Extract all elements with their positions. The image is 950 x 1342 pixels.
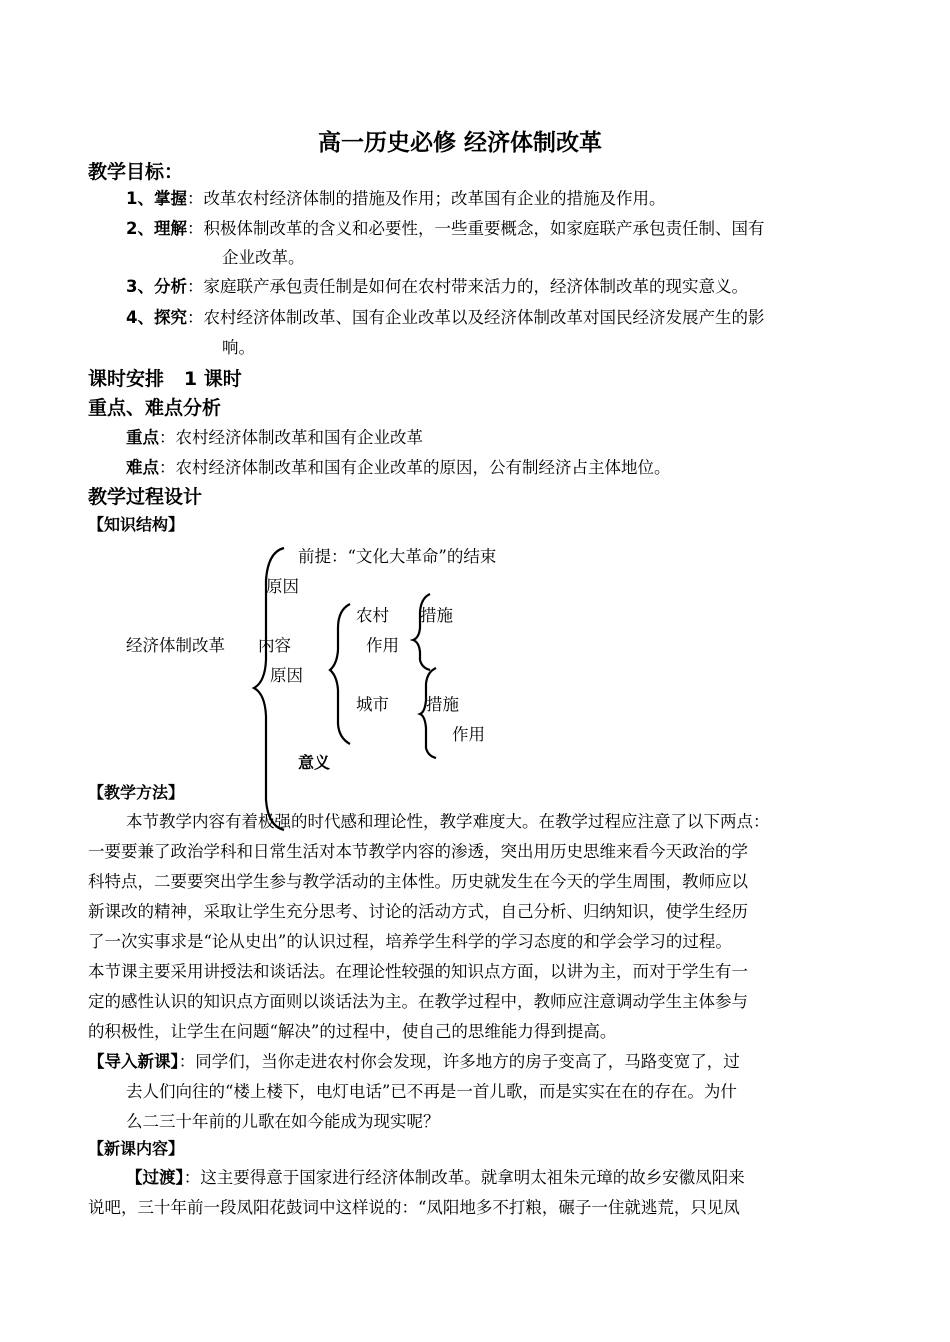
premise-label: 前提：“文化大革命”的结束 — [298, 547, 497, 566]
method-line-7: 定的感性认识的知识点方面则以谈话法为主。在教学过程中，教师应注意调动学生主体参与 — [88, 992, 748, 1011]
process-heading: 教学过程设计 — [88, 486, 203, 508]
method-heading: 【教学方法】 — [88, 783, 185, 802]
urban-label: 城市 — [356, 695, 389, 714]
intro-heading: 【导入新课】 — [88, 1052, 179, 1071]
root-label: 经济体制改革 — [126, 636, 225, 655]
schedule-heading: 课时安排 — [88, 368, 165, 390]
content-label: 内容 — [258, 636, 291, 655]
objective-item-4-cont: 响。 — [222, 338, 255, 357]
objective-text: 家庭联产承包责任制是如何在农村带来活力的，经济体制改革的现实意义。 — [203, 277, 748, 296]
method-line-2: 一要要兼了政治学科和日常生活对本节教学内容的渗透，突出用历史思维来看今天政治的学 — [88, 842, 748, 861]
rural-label: 农村 — [356, 606, 389, 625]
intro-line-1 — [88, 1048, 740, 1072]
intro-line-2: 去人们向往的“楼上楼下，电灯电话”已不再是一首儿歌，而是实实在在的存在。为什 — [126, 1082, 737, 1101]
difficulty-text: ：农村经济体制改革和国有企业改革的原因，公有制经济占主体地位。 — [159, 458, 671, 477]
method-line-6: 本节课主要采用讲授法和谈话法。在理论性较强的知识点方面，以讲为主，而对于学生有一 — [88, 962, 748, 981]
schedule-value: 1 课时 — [183, 368, 242, 390]
urban-effect-label: 作用 — [452, 725, 485, 744]
objective-text: 农村经济体制改革、国有企业改革以及经济体制改革对国民经济发展产生的影 — [203, 308, 765, 327]
rural-effect-label: 作用 — [366, 636, 399, 655]
transition-label: 【过渡】 — [126, 1168, 184, 1187]
content-bracket — [330, 604, 350, 744]
key-points-heading: 重点、难点分析 — [88, 397, 222, 419]
difficulty-label: 难点 — [126, 458, 159, 477]
urban-measure-label: 措施 — [426, 695, 459, 714]
page-title: 高一历史必修 经济体制改革 — [318, 130, 603, 156]
objective-item-2-cont: 企业改革。 — [222, 248, 305, 267]
objective-sep: ： — [186, 219, 204, 238]
intro-line-3: 么二三十年前的儿歌在如今能成为现实呢？ — [126, 1112, 440, 1131]
objective-text: 改革农村经济体制的措施及作用；改革国有企业的措施及作用。 — [203, 189, 666, 208]
cause-label-2: 原因 — [270, 666, 303, 685]
key-point-text: ：农村经济体制改革和国有企业改革 — [159, 428, 423, 447]
objectives-heading: 教学目标： — [88, 161, 184, 183]
transition-text: ：这主要得意于国家进行经济体制改革。就拿明太祖朱元璋的故乡安徽凤阳来 — [183, 1168, 745, 1187]
method-line-5: 了一次实事求是“论从史出”的认识过程，培养学生科学的学习态度的和学会学习的过程。 — [88, 932, 732, 951]
objective-sep: ： — [186, 277, 204, 296]
objective-label: 3、分析 — [126, 277, 187, 296]
intro-text: ：同学们，当你走进农村你会发现，许多地方的房子变高了，马路变宽了，过 — [178, 1052, 740, 1071]
cause-label-1: 原因 — [266, 577, 299, 596]
new-content-line-2: 说吧，三十年前一段凤阳花鼓词中这样说的：“凤阳地多不打粮，碾子一住就逃荒，只见凤 — [88, 1198, 740, 1217]
objective-label: 2、理解 — [126, 219, 187, 238]
new-content-heading: 【新课内容】 — [88, 1139, 185, 1158]
objective-sep: ： — [186, 189, 204, 208]
objective-label: 4、探究 — [126, 308, 187, 327]
method-line-4: 新课改的精神，采取让学生充分思考、讨论的活动方式，自己分析、归纳知识，使学生经历 — [88, 902, 748, 921]
objective-label: 1、掌握 — [126, 189, 187, 208]
objective-text: 积极体制改革的含义和必要性，一些重要概念，如家庭联产承包责任制、国有 — [203, 219, 765, 238]
knowledge-heading: 【知识结构】 — [88, 515, 185, 534]
objective-sep: ： — [186, 308, 204, 327]
method-line-8: 的积极性，让学生在问题“解决”的过程中，使自己的思维能力得到提高。 — [88, 1022, 617, 1041]
meaning-label: 意义 — [298, 753, 331, 772]
rural-measure-label: 措施 — [420, 606, 453, 625]
new-content-line-1 — [126, 1164, 745, 1188]
method-line-1: 本节教学内容有着极强的时代感和理论性，教学难度大。在教学过程应注意了以下两点： — [126, 812, 770, 831]
method-line-3: 科特点，二要要突出学生参与教学活动的主体性。历史就发生在今天的学生周围，教师应以 — [88, 872, 748, 891]
key-point-label: 重点 — [126, 428, 159, 447]
